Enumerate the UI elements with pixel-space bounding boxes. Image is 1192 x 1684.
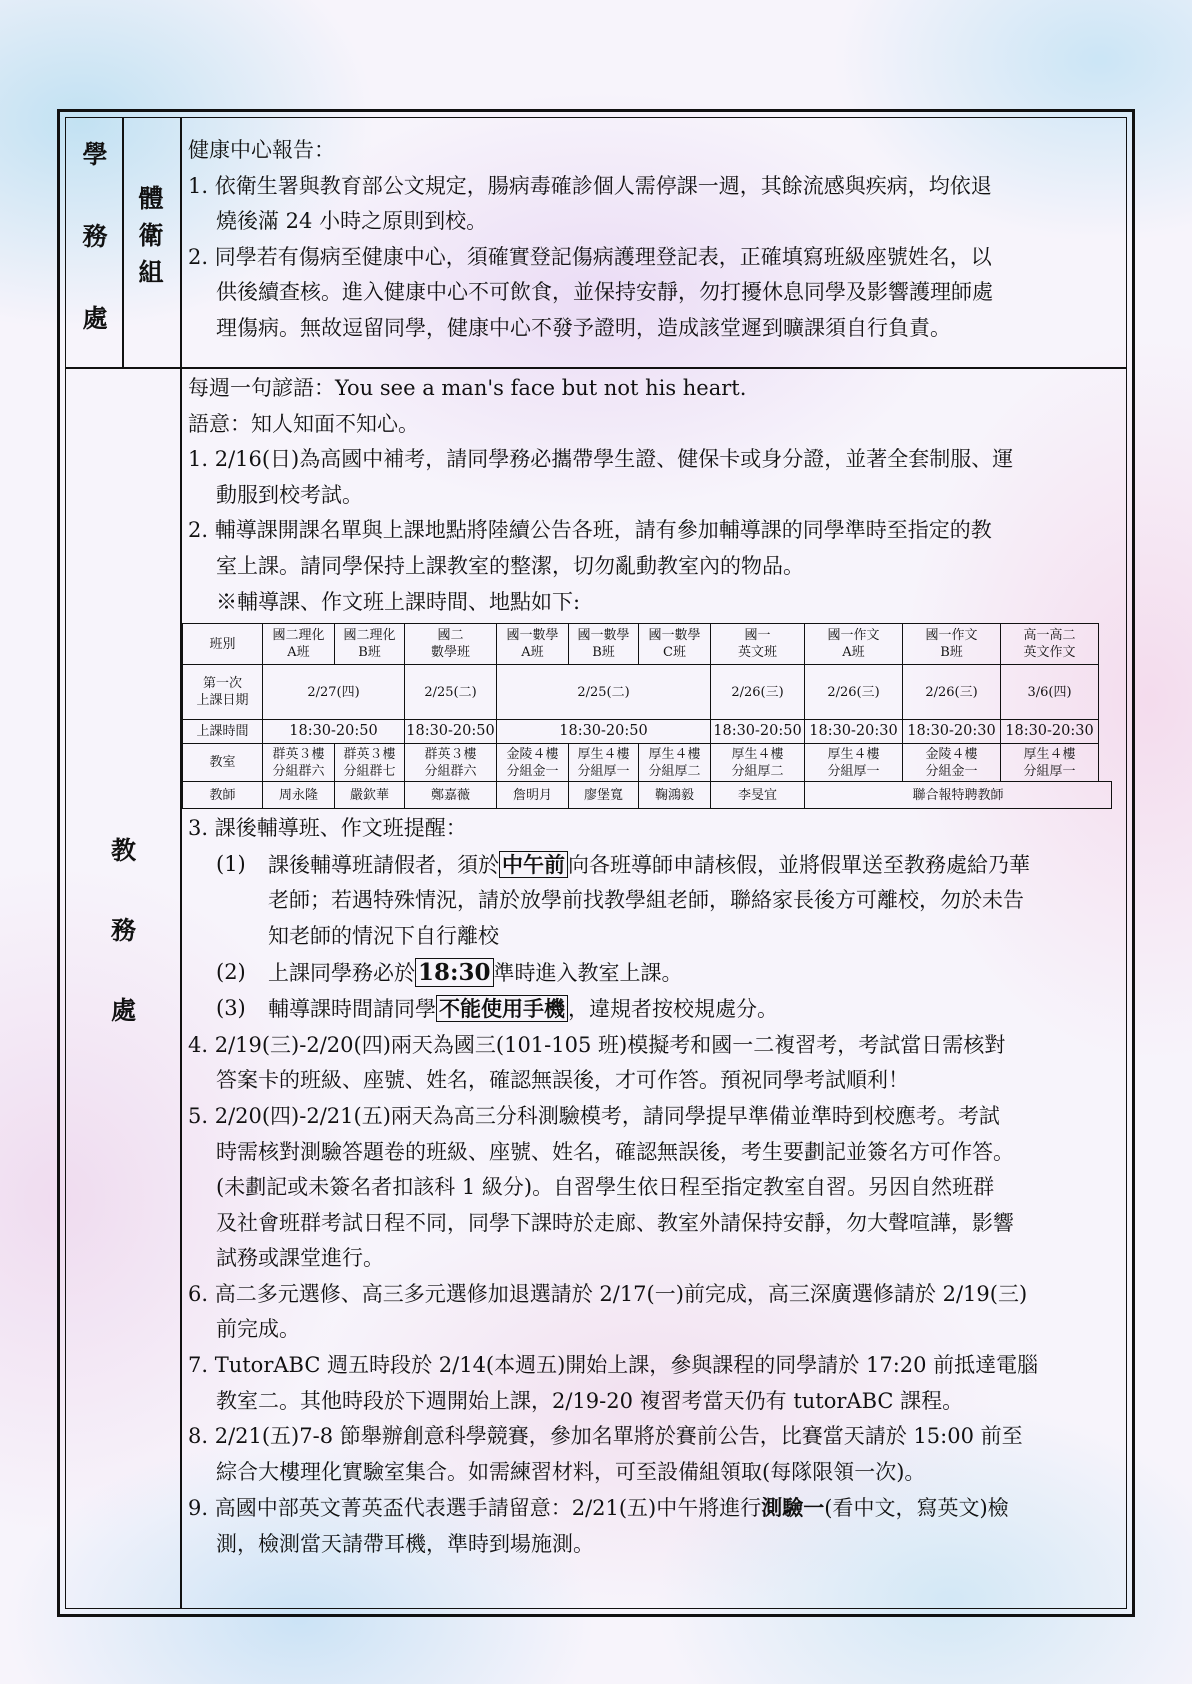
table-cell: 厚生４樓 分組厚二 — [639, 744, 711, 782]
list-item-continuation: 室上課。請同學保持上課教室的整潔，切勿亂動教室內的物品。 — [216, 553, 804, 578]
table-cell: 國一數學 B班 — [569, 624, 639, 665]
table-cell: 李旻宜 — [711, 782, 805, 809]
table-cell: 2/27(四) — [263, 665, 405, 720]
table-cell: 厚生４樓 分組厚二 — [711, 744, 805, 782]
table-cell: 嚴欽華 — [335, 782, 405, 809]
list-item-continuation: 燒後滿 24 小時之原則到校。 — [216, 209, 488, 234]
list-item-continuation: (未劃記或未簽名者扣該科 1 級分)。自習學生依日程至指定教室自習。另因自然班群 — [216, 1175, 995, 1200]
table-cell: 金陵４樓 分組金一 — [497, 744, 569, 782]
office-char: 務 — [82, 222, 108, 251]
table-cell: 2/26(三) — [903, 665, 1001, 720]
list-item: 3. 課後輔導班、作文班提醒： — [188, 816, 467, 841]
table-cell: 國二理化 A班 — [263, 624, 335, 665]
list-item-continuation: 時需核對測驗答題卷的班級、座號、姓名，確認無誤後，考生要劃記並簽名方可作答。 — [216, 1139, 1014, 1164]
table-row — [183, 744, 1112, 782]
list-item-continuation: 測，檢測當天請帶耳機，準時到場施測。 — [216, 1532, 594, 1557]
table-cell: 2/26(三) — [805, 665, 903, 720]
health-center-section — [188, 133, 1120, 347]
table-row — [183, 720, 1112, 744]
proverb-meaning: 語意：知人知面不知心。 — [188, 411, 419, 436]
header-cell: 教室 — [183, 744, 263, 782]
list-item-continuation: 供後續查核。進入健康中心不可飲食，並保持安靜，勿打擾休息同學及影響護理師處 — [216, 280, 993, 305]
tutoring-schedule-table — [182, 623, 1112, 809]
table-row — [183, 665, 1112, 720]
table-cell: 18:30-20:50 — [263, 720, 405, 744]
table-cell: 國一數學 C班 — [639, 624, 711, 665]
list-item-continuation: 答案卡的班級、座號、姓名，確認無誤後，才可作答。預祝同學考試順利！ — [216, 1068, 909, 1093]
sub-item: (1) 課後輔導班請假者，須於 中午前 向各班導師申請核假，並將假單送至教務處給乃華 — [216, 851, 1030, 877]
table-cell: 國一作文 A班 — [805, 624, 903, 665]
list-item-continuation: 及社會班群考試日程不同，同學下課時於走廊、教室外請保持安靜，勿大聲喧譁，影響 — [216, 1210, 1014, 1235]
schedule-note: ※輔導課、作文班上課時間、地點如下: — [216, 589, 581, 614]
list-item: 9. 高國中部英文菁英盃代表選手請留意：2/21(五)中午將進行測驗一(看中文，寫英文)檢 — [188, 1495, 1009, 1521]
table-cell: 18:30-20:30 — [805, 720, 903, 744]
table-cell: 國一 英文班 — [711, 624, 805, 665]
list-item-continuation: 教室二。其他時段於下週開始上課，2/19-20 複習考當天仍有 tutorABC 課程。 — [216, 1388, 964, 1413]
emphasis-text: 測驗一 — [761, 1495, 825, 1521]
header-cell: 上課時間 — [183, 720, 263, 744]
list-item: 2. 同學若有傷病至健康中心，須確實登記傷病護理登記表，正確填寫班級座號姓名，以 — [188, 244, 992, 269]
table-cell: 2/25(二) — [405, 665, 497, 720]
academic-affairs-section — [188, 371, 1120, 1563]
sub-item-continuation: 老師；若遇特殊情況，請於放學前找教學組老師，聯絡家長後方可離校，勿於未告 — [268, 888, 1024, 913]
office-char: 學 — [82, 140, 108, 169]
list-item: 1. 依衛生署與教育部公文規定，腸病毒確診個人需停課一週，其餘流感與疾病，均依退 — [188, 173, 992, 198]
table-cell: 18:30-20:30 — [903, 720, 1001, 744]
table-row — [183, 624, 1112, 665]
list-item: 2. 輔導課開課名單與上課地點將陸續公告各班，請有參加輔導課的同學準時至指定的教 — [188, 518, 992, 543]
group-char: 組 — [138, 258, 164, 287]
highlight-box: 18:30 — [415, 958, 494, 987]
list-item: 5. 2/20(四)-2/21(五)兩天為高三分科測驗模考，請同學提早準備並準時到校應考。考試 — [188, 1103, 1000, 1128]
bulletin-inner-border — [65, 117, 1127, 1609]
sub-item: (3) 輔導課時間請同學 不能使用手機 ，違規者按校規處分。 — [216, 996, 778, 1022]
table-cell: 群英３樓 分組群六 — [263, 744, 335, 782]
table-cell: 2/26(三) — [711, 665, 805, 720]
table-cell: 18:30-20:50 — [405, 720, 497, 744]
group-char: 體 — [138, 184, 164, 213]
table-cell: 國二 數學班 — [405, 624, 497, 665]
table-cell: 國一作文 B班 — [903, 624, 1001, 665]
table-cell: 18:30-20:50 — [497, 720, 711, 744]
table-cell: 18:30-20:30 — [1001, 720, 1099, 744]
table-cell: 廖堡寬 — [569, 782, 639, 809]
table-cell: 國一數學 A班 — [497, 624, 569, 665]
list-item: 4. 2/19(三)-2/20(四)兩天為國三(101-105 班)模擬考和國一二複習考，考試當日需核對 — [188, 1032, 1006, 1057]
sub-item-continuation: 知老師的情況下自行離校 — [268, 923, 499, 948]
group-column-divider — [122, 118, 124, 367]
list-item-continuation: 試務或課堂進行。 — [216, 1246, 384, 1271]
table-cell: 國二理化 B班 — [335, 624, 405, 665]
list-item-continuation: 綜合大樓理化實驗室集合。如需練習材料，可至設備組領取(每隊限領一次)。 — [216, 1459, 926, 1484]
table-cell: 厚生４樓 分組厚一 — [805, 744, 903, 782]
table-cell: 18:30-20:50 — [711, 720, 805, 744]
office-char: 處 — [82, 304, 108, 333]
list-item: 8. 2/21(五)7-8 節舉辦創意科學競賽，參加名單將於賽前公告，比賽當天請於 15:00 前至 — [188, 1424, 1023, 1449]
header-cell: 班別 — [183, 624, 263, 665]
sub-item: (2) 上課同學務必於 18:30 準時進入教室上課。 — [216, 958, 683, 986]
table-cell: 鞠鴻毅 — [639, 782, 711, 809]
table-cell: 3/6(四) — [1001, 665, 1099, 720]
table-cell: 群英３樓 分組群六 — [405, 744, 497, 782]
table-cell: 厚生４樓 分組厚一 — [1001, 744, 1099, 782]
table-cell: 2/25(二) — [497, 665, 711, 720]
office-char: 務 — [110, 916, 136, 945]
table-cell: 金陵４樓 分組金一 — [903, 744, 1001, 782]
table-cell: 周永隆 — [263, 782, 335, 809]
section-divider — [66, 367, 1126, 369]
weekly-proverb: 每週一句諺語：You see a man's face but not his heart. — [188, 376, 747, 400]
left-column-divider — [180, 118, 182, 1608]
office-char: 處 — [110, 996, 136, 1025]
table-row — [183, 782, 1112, 809]
table-cell: 聯合報特聘教師 — [805, 782, 1112, 809]
highlight-box: 中午前 — [499, 851, 568, 878]
list-item-continuation: 理傷病。無故逗留同學，健康中心不發予證明，造成該堂遲到曠課須自行負責。 — [216, 315, 951, 340]
table-cell: 高一高二 英文作文 — [1001, 624, 1099, 665]
office-char: 教 — [110, 836, 136, 865]
table-cell: 鄭嘉薇 — [405, 782, 497, 809]
bulletin-frame — [57, 109, 1135, 1617]
header-cell: 教師 — [183, 782, 263, 809]
highlight-box: 不能使用手機 — [436, 995, 568, 1022]
table-cell: 詹明月 — [497, 782, 569, 809]
list-item-continuation: 前完成。 — [216, 1317, 300, 1342]
list-item: 7. TutorABC 週五時段於 2/14(本週五)開始上課，參與課程的同學請於 17:20 前抵達電腦 — [188, 1353, 1039, 1378]
table-cell: 厚生４樓 分組厚一 — [569, 744, 639, 782]
group-char: 衛 — [138, 221, 164, 250]
list-item: 6. 高二多元選修、高三多元選修加退選請於 2/17(一)前完成，高三深廣選修請於 2/19(三) — [188, 1281, 1028, 1306]
header-cell: 第一次 上課日期 — [183, 665, 263, 720]
section-title: 健康中心報告： — [188, 138, 335, 162]
list-item-continuation: 動服到校考試。 — [216, 482, 363, 507]
list-item: 1. 2/16(日)為高國中補考，請同學務必攜帶學生證、健保卡或身分證，並著全套制服、運 — [188, 447, 1014, 472]
table-cell: 群英３樓 分組群七 — [335, 744, 405, 782]
